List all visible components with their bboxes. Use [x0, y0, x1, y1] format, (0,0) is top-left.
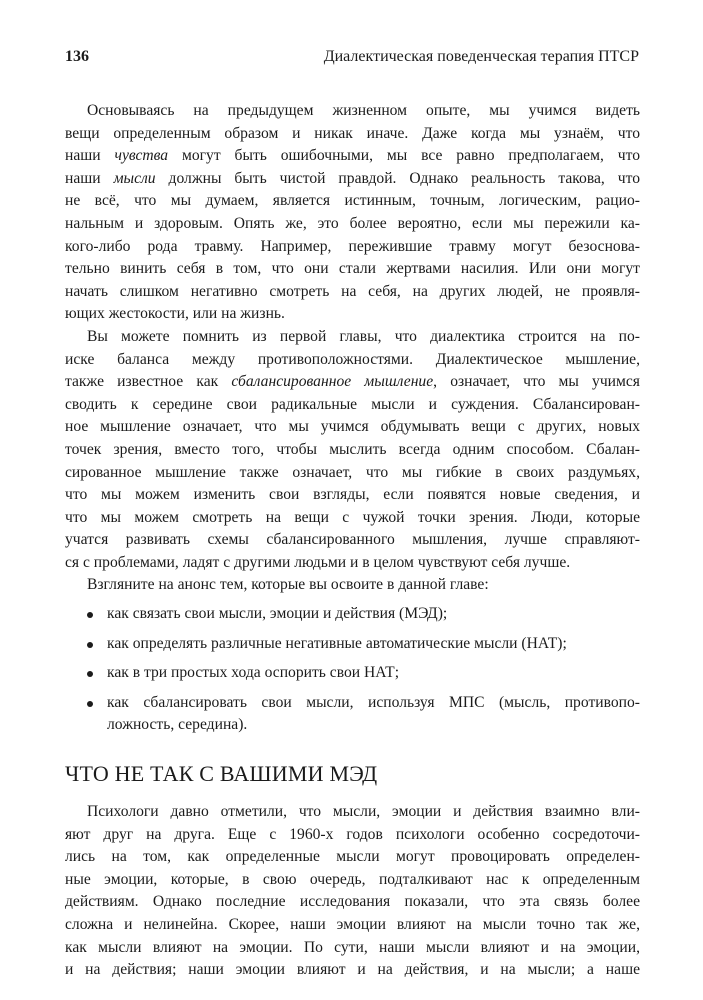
text-line: как мысли влияют на эмоции. По сути, наши мысли влияют и на эмоции,: [65, 938, 640, 956]
text-segment: кого-либо рода травму. Например, пережившие травму могут безоснова-: [65, 237, 640, 255]
text-line: и на действия; наши эмоции влияют и на действия, и на мысли; а наше: [65, 961, 640, 979]
text-segment: иске баланса между противоположностями. Диалектическое мышление,: [65, 350, 640, 368]
text-line: яют друг на друга. Еще с 1960-х годов психологи особенно сосредоточи-: [65, 825, 640, 843]
bullet-icon: [87, 642, 93, 648]
text-line: [65, 552, 640, 575]
text-line: [65, 281, 640, 304]
text-segment: что мы можем смотреть на вещи с чужой точки зрения. Люди, которые: [65, 508, 640, 526]
italic-term: чувства: [114, 147, 169, 165]
text-segment: наши: [65, 169, 114, 187]
text-line: ные эмоции, которые, в свою очередь, подталкивают нас к определенным: [65, 870, 640, 888]
text-segment: не всё, что мы думаем, является истинным, точным, логическим, рацио-: [65, 192, 640, 210]
paragraph-4: [65, 801, 640, 982]
text-line: сложна и нелинейна. Скорее, наши эмоции влияют на мысли точно так же,: [65, 916, 640, 933]
topic-list-item: [65, 603, 640, 626]
text-line: [65, 394, 640, 417]
paragraph-1: [65, 100, 640, 326]
text-line: [65, 236, 640, 259]
text-line: [65, 168, 640, 191]
page-header: [65, 48, 639, 66]
italic-term: мысли: [113, 169, 156, 187]
text-line: [65, 371, 640, 394]
topic-list-item: [65, 662, 640, 685]
text-line: [65, 507, 640, 530]
text-segment: вещи определенным образом и никак иначе. Даже когда мы узнаём, что: [65, 124, 640, 142]
text-segment: ся с проблемами, ладят с другими людьми и в целом чувствуют себя лучше.: [65, 553, 571, 571]
text-line: [65, 529, 640, 552]
text-line: Психологи давно отметили, что мысли, эмоции и действия взаимно вли-: [87, 803, 640, 821]
page-body: [65, 100, 640, 982]
text-segment: ное мышление означает, что мы учимся обдумывать вещи с других, новых: [65, 418, 640, 436]
text-line: [65, 258, 640, 281]
bullet-icon: [87, 671, 93, 677]
bullet-icon: [87, 612, 93, 618]
text-segment: Основываясь на предыдущем жизненном опыте, мы учимся видеть: [87, 102, 640, 119]
list-item-text: ложность, середина).: [107, 716, 248, 734]
text-segment: также известное как: [65, 373, 232, 391]
text-segment: точек зрения, вместо того, чтобы мыслить всегда одним способом. Сбалан-: [65, 440, 640, 458]
italic-term: сбалансированное мышление: [231, 373, 434, 391]
bullet-icon: [87, 701, 93, 707]
text-line: [65, 303, 640, 326]
text-line: [65, 190, 640, 213]
text-segment: могут быть ошибочными, мы все равно предполагаем, что: [168, 147, 640, 165]
text-segment: должны быть чистой правдой. Однако реальность такова, что: [155, 169, 640, 187]
list-item-text: как в три простых хода оспорить свои НАТ;: [107, 664, 400, 682]
text-segment: нальным и здоровым. Опять же, это более вероятно, если мы пережили ка-: [65, 214, 640, 232]
text-segment: сированное мышление также означает, что мы гибкие в своих раздумьях,: [65, 463, 640, 481]
topic-list-item: [65, 633, 640, 656]
text-segment: , означает, что мы учимся: [433, 373, 640, 391]
text-line: [65, 213, 640, 236]
text-segment: Вы можете помнить из первой главы, что диалектика строится на по-: [87, 327, 640, 345]
text-line: действиям. Однако последние исследования показали, что эта связь более: [65, 893, 640, 911]
text-segment: тельно винить себя в том, что они стали жертвами насилия. Или они могут: [65, 260, 640, 278]
paragraph-2: [65, 326, 640, 575]
paragraph-3: Взгляните на анонс тем, которые вы освоите в данной главе:: [87, 576, 489, 594]
topic-list-item: [65, 692, 640, 737]
list-item-text: как связать свои мысли, эмоции и действия (МЭД);: [107, 605, 448, 623]
text-line: [65, 416, 640, 439]
text-segment: что мы можем изменить свои взгляды, если появятся новые сведения, и: [65, 486, 640, 504]
text-line: [65, 100, 640, 123]
running-title: Диалектическая поведенческая терапия ПТСР: [323, 48, 639, 65]
topic-list: [65, 603, 640, 737]
text-segment: наши: [65, 147, 115, 165]
text-line: [65, 439, 640, 462]
text-line: [65, 349, 640, 372]
page-number: 136: [65, 48, 89, 65]
text-line: [65, 462, 640, 485]
text-segment: учатся развивать схемы сбалансированного мышления, лучше справляют-: [65, 531, 640, 549]
text-segment: начать слишком негативно смотреть на себя, на других людей, не проявля-: [65, 282, 640, 300]
list-item-text: как определять различные негативные автоматические мысли (НАТ);: [107, 634, 567, 652]
list-item-text: как сбалансировать свои мысли, используя МПС (мысль, противопо-: [107, 693, 640, 711]
text-line: [65, 326, 640, 349]
text-segment: сводить к середине свои радикальные мысли и суждения. Сбалансирован-: [65, 395, 640, 413]
text-line: [65, 145, 640, 168]
section-heading: ЧТО НЕ ТАК С ВАШИМИ МЭД: [65, 761, 378, 787]
text-line: [65, 484, 640, 507]
text-line: лись на том, как определенные мысли могут провоцировать определен-: [65, 848, 640, 866]
text-segment: ющих жестокости, или на жизнь.: [65, 305, 285, 323]
text-line: [65, 123, 640, 146]
